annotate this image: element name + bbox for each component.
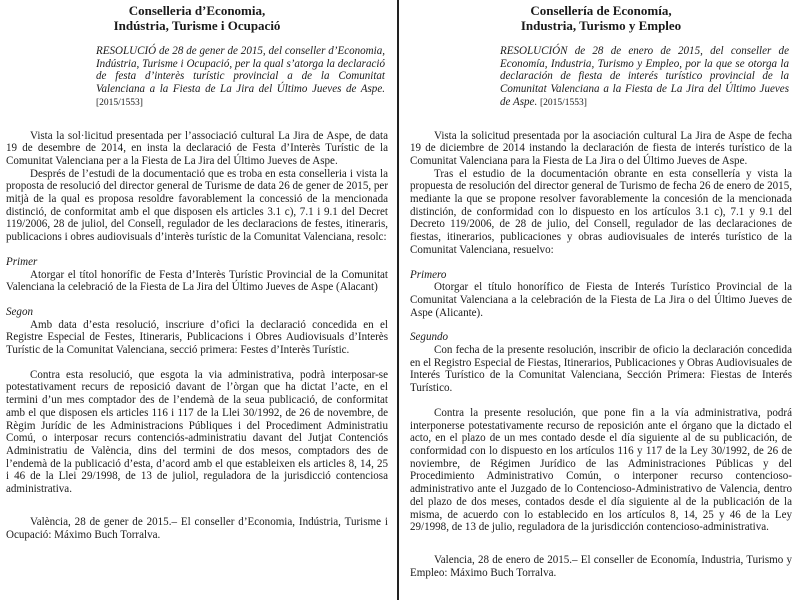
valencian-column <box>6 0 388 600</box>
resolution-title <box>96 45 385 110</box>
section-first-text: Otorgar el título honorífico de Fiesta de Interés Turístico Provincial de la Comunitat Valenciana a la celebración de la Fiesta de La Jira o del Último Jueves de Aspe (Alicante). <box>410 281 792 319</box>
signature-paragraph: València, 28 de gener de 2015.– El conseller d’Economia, Indústria, Turisme i Ocupació: Máximo Buch Torralva. <box>6 515 388 541</box>
intro-paragraph-1: Vista la sol·licitud presentada per l’associació cultural La Jira de Aspe, de data 19 de desembre de 2014, en insta la declaració de Festa d’Interès Turístic de la Comunitat Valenciana per a la Fiesta de La Jira del Último Jueves de Aspe. <box>6 129 388 167</box>
section-second-text: Con fecha de la presente resolución, inscribir de oficio la declaración concedida en el Registro Especial de Fiestas, Itinerarios, Publicaciones y Obras Audiovisuales de Interés Turístico de la Comunitat Valenciana, Sección Primera: Fiestas de Interés Turístico. <box>410 344 792 395</box>
department-header-line2: Industria, Turismo y Empleo <box>520 18 682 33</box>
resolution-title-text: RESOLUCIÓ de 28 de gener de 2015, del conseller d’Economia, Indústria, Turisme i Ocupació, per la qual s’atorga la declaració de festa d’interès turístic provincial a de la Comunitat Valenciana a la Fiesta de La Jira del Último Jueves de Aspe. <box>96 45 385 96</box>
department-header <box>410 3 792 33</box>
department-header <box>6 3 388 33</box>
resolution-ref: [2015/1553] <box>540 97 587 108</box>
intro-paragraph-1: Vista la solicitud presentada por la asociación cultural La Jira de Aspe de fecha 19 de diciembre de 2014 instando la declaración de fiesta de interés turístico de la Comunitat Valenciana para la Fiesta de La Jira o del Último Jueves de Aspe. <box>410 129 792 167</box>
section-heading-second: Segundo <box>410 331 449 344</box>
department-header-line2: Indústria, Turisme i Ocupació <box>113 18 281 33</box>
resolution-ref: [2015/1553] <box>96 97 143 108</box>
resolution-title <box>500 45 789 110</box>
intro-paragraph-2: Tras el estudio de la documentación obrante en esta consellería y vista la propuesta de resolución del director general de Turismo de fecha 26 de enero de 2015, mediante la que se propone resolver favorablemente la concesión de la mencionada distinción, de conformidad con lo dispuesto en los artículos 3.1 c), 7.1 y 9.1 del Decreto 119/2006, de 28 de julio, del Consell, regulador de las declaraciones de fiestas, itinerarios, publicaciones y obras audiovisuales de interés turístico de la Comunitat Valenciana, resuelvo: <box>410 167 792 256</box>
section-heading-second: Segon <box>6 305 33 318</box>
column-divider <box>397 0 399 600</box>
section-second-text: Amb data d’esta resolució, inscriure d’ofici la declaració concedida en el Registre Especial de Festes, Itineraris, Publicacions i Obres Audiovisuals d’Interès Turístic de la Comunitat Valenciana, secció primera: Festes d’Interès Turístic. <box>6 318 388 357</box>
section-heading-first: Primero <box>410 268 447 281</box>
signature-paragraph: Valencia, 28 de enero de 2015.– El conseller de Economía, Industria, Turismo y Empleo: Máximo Buch Torralva. <box>410 553 792 579</box>
department-header-line1: Conselleria d’Economia, <box>128 3 266 18</box>
department-header-line1: Consellería de Economía, <box>530 3 672 18</box>
section-heading-first: Primer <box>6 255 38 268</box>
section-first-text: Atorgar el títol honorífic de Festa d’Interès Turístic Provincial de la Comunitat Valenciana la celebració de la Fiesta de La Jira del Último Jueves de Aspe (Alacant) <box>6 268 388 294</box>
appeal-paragraph: Contra esta resolució, que esgota la via administrativa, podrà interposar-se potestativament recurs de reposició davant de l’òrgan que ha dictat l’acte, en el termini d’un mes comptador des de l’endemà de la seua publicació, de conformitat amb el que disposen els articles 116 i 117 de la Llei 30/1992, de 26 de novembre, de Règim Jurídic de les Administracions Públiques i del Procediment Administratiu Comú, o interposar recurs contenciós-administratiu davant del Jutjat Contenciós Administratiu de València, dins del termini de dos mesos, comptadors des de l’endemà de la publicació d’esta, d’acord amb el que estableixen els articles 8, 14, 25 i 46 de la Llei 29/1998, de 13 de juliol, reguladora de la jurisdicció contenciosa administrativa. <box>6 368 388 496</box>
appeal-paragraph: Contra la presente resolución, que pone fin a la vía administrativa, podrá interponerse potestativamente recurso de reposición ante el órgano que la dictado el acto, en el plazo de un mes contado desde el día siguiente al de su publicación, de conformidad con lo dispuesto en los artículos 116 y 117 de la Ley 30/1992, de 26 de noviembre, de Régimen Jurídico de las Administraciones Públicas y del Procedimiento Administrativo Común, o interponer recurso contencioso-administrativo ante el Juzgado de lo Contencioso-Administrativo de Valencia, dentro del plazo de dos meses, contados desde el día siguiente al de la publicación de la misma, de acuerdo con lo establecido en los artículos 8, 14, 25 y 46 de la Ley 29/1998, de 13 de julio, reguladora de la jurisdicción contencioso-administrativa. <box>410 406 792 534</box>
resolution-title-text: RESOLUCIÓN de 28 de enero de 2015, del conseller de Economía, Industria, Turismo y Empleo, por la que se otorga la declaración de fiesta de interés turístico provincial de la Comunitat Valenciana a la Fiesta de La Jira del Último Jueves de Aspe. <box>500 45 789 108</box>
spanish-column <box>410 0 792 600</box>
intro-paragraph-2: Després de l’estudi de la documentació que es troba en esta conselleria i vista la proposta de resolució del director general de Turisme de data 26 de gener de 2015, per mitjà de la qual es proposa resoldre favorablement la concessió de la mencionada distinció, de conformitat amb el que disposen els articles 3.1 c), 7.1 i 9.1 del Decret 119/2006, 28 de juliol, del Consell, regulador de les declaracions de festes, itineraris, publicacions i obres audiovisuals d’interès turístic de la Comunitat Valenciana, resolc: <box>6 167 388 244</box>
